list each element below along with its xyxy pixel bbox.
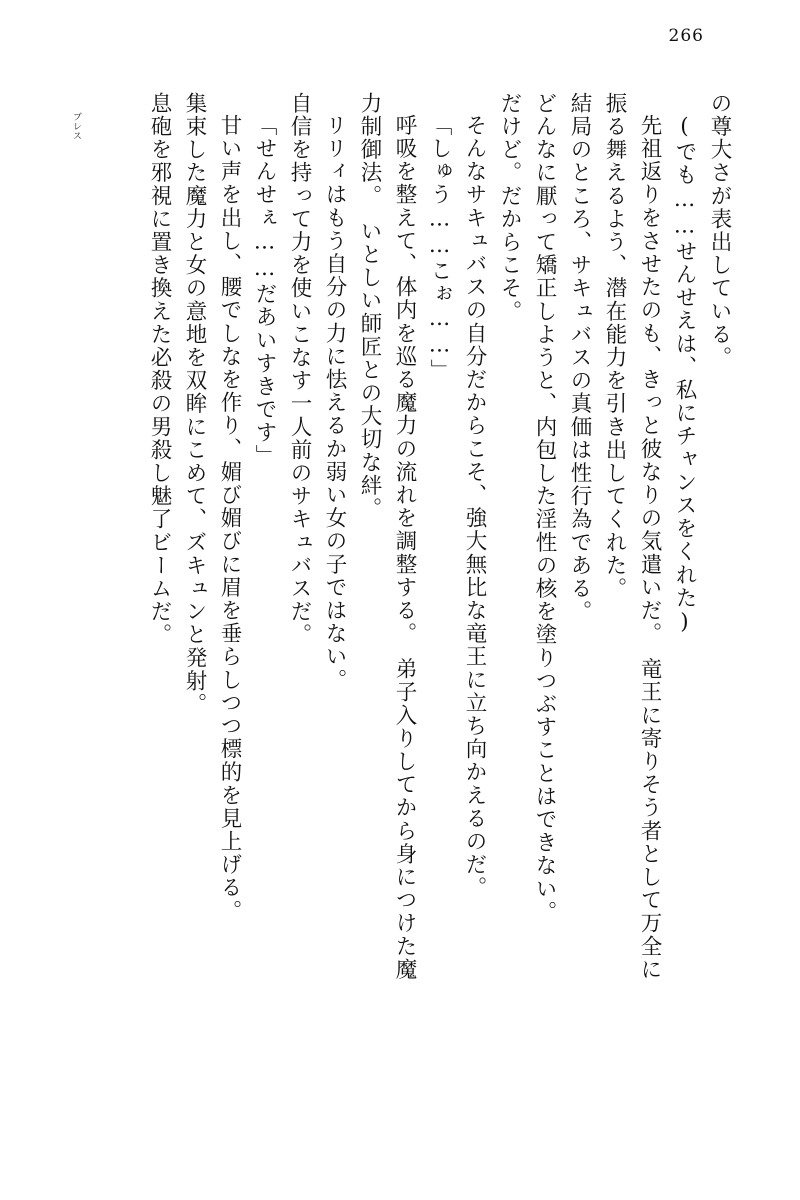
text-column: の尊大さが表出している。 [707,92,732,370]
text-column: 振る舞えるよう、潜在能力を引き出してくれた。 [602,92,627,601]
text-column: 甘い声を出し、腰でしなを作り、媚び媚びに眉を垂らしつつ標的を見上げる。 [217,114,242,923]
text-column: 集束した魔力と女の意地を双眸にこめて、ズキュンと発射。 [182,92,207,716]
text-column: そんなサキュバスの自分だからこそ、強大無比な竜王に立ち向かえるのだ。 [462,114,487,900]
text-column: 「せんせぇ……だあいすきです」 [252,114,277,468]
text-column: 先祖返りをさせたのも、きっと彼なりの気遣いだ。 竜王に寄りそう者として万全に [637,114,662,982]
text-column: 「しゅう……こぉ……」 [427,114,452,383]
text-column: だけど。だからこそ。 [497,92,522,323]
text-column: 力制御法。 いとしい師匠との大切な絆。 [357,92,382,521]
text-column: 自信を持って力を使いこなす一人前のサキュバスだ。 [287,92,312,647]
text-column: 呼吸を整えて、体内を巡る魔力の流れを調整する。 弟子入りしてから身につけた魔 [392,114,417,982]
text-column: リリィはもう自分の力に怯えるか弱い女の子ではない。 [322,114,347,692]
text-column: (でも……せんせえは、私にチャンスをくれた) [672,114,697,637]
page-number: 266 [668,26,704,46]
ruby-annotation: ブレス [71,112,81,141]
vertical-text-body [56,92,730,1104]
text-column: どんなに厭って矯正しようと、内包した淫性の核を塗りつぶすことはできない。 [532,92,557,924]
text-column: 結局のところ、サキュバスの真価は性行為である。 [567,92,592,624]
text-column: 息砲を邪視に置き換えた必殺の男殺し魅了ビームだ。 [147,92,172,647]
